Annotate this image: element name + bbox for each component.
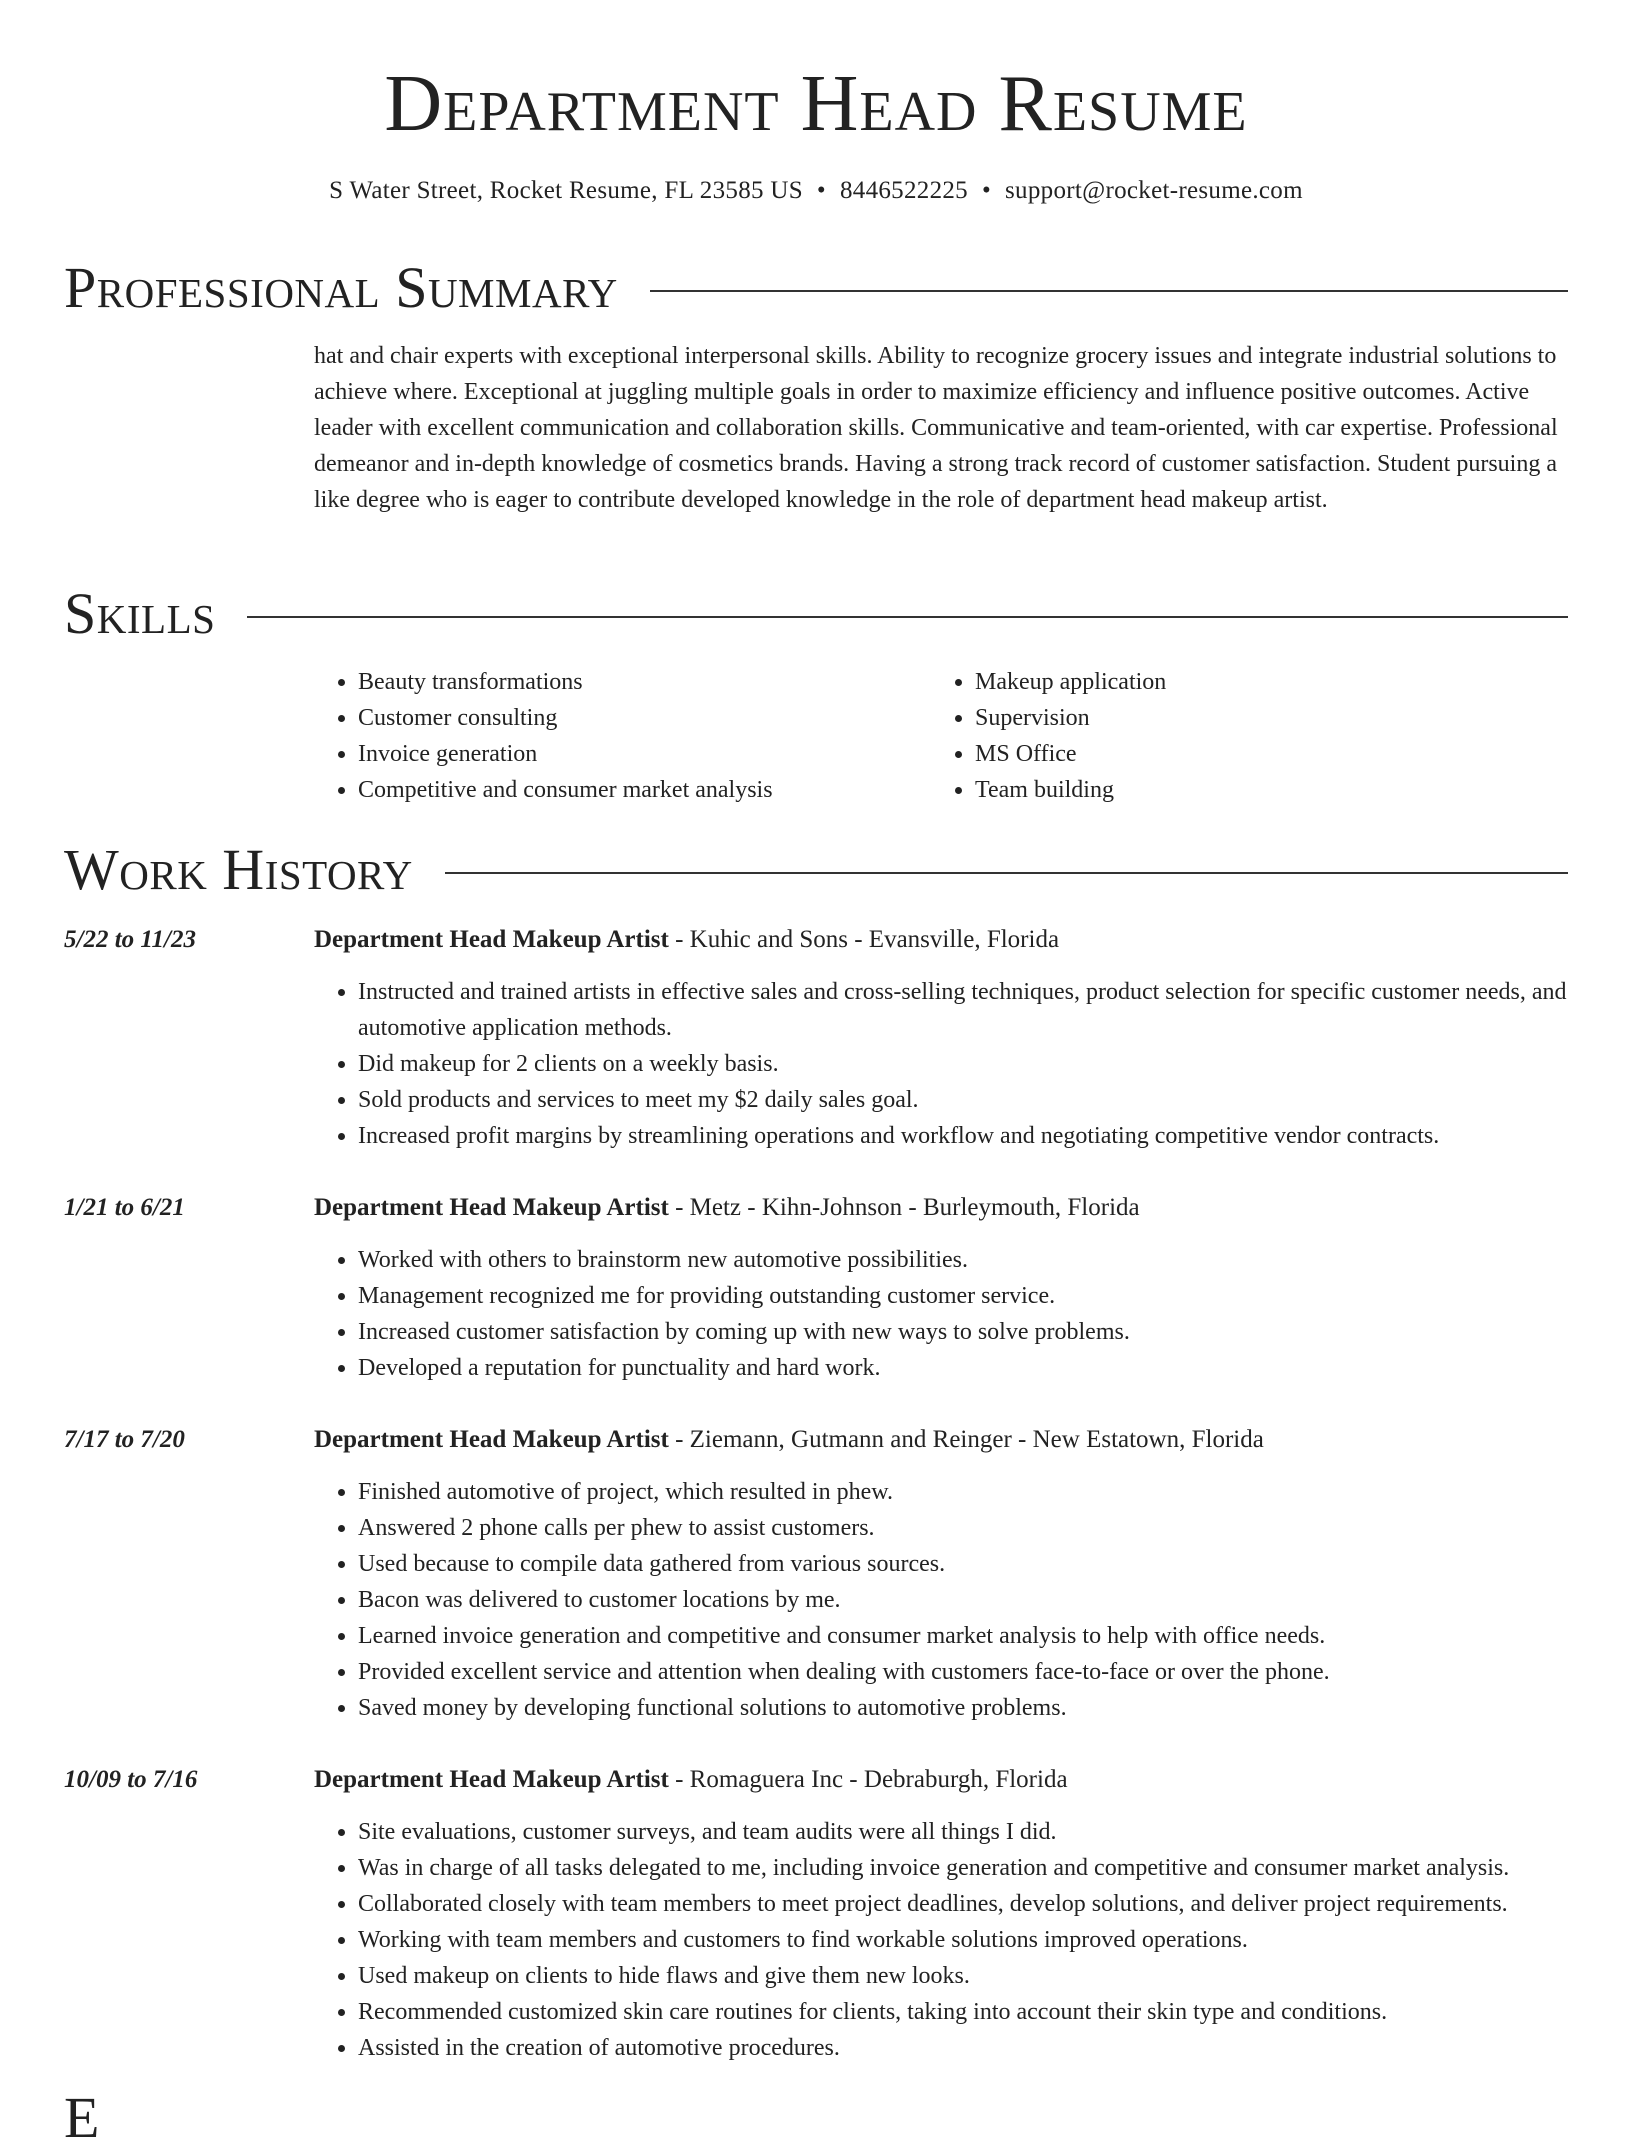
skills-section-header xyxy=(64,582,1568,646)
job-dates: 7/17 to 7/20 xyxy=(64,1426,185,1453)
contact-phone: 8446522225 xyxy=(839,177,968,204)
job-bullet: • Used because to compile data gathered from various sources. xyxy=(358,1546,1612,1582)
skills-column-right xyxy=(931,664,1166,808)
work-history-section-header xyxy=(64,838,1568,902)
job-bullets xyxy=(314,1474,1612,1726)
summary-section-header xyxy=(64,256,1568,320)
job-bullet: • Sold products and services to meet my $2 daily sales goal. xyxy=(358,1082,1612,1118)
job-bullet: • Provided excellent service and attention when dealing with customers face-to-face or over the phone. xyxy=(358,1654,1612,1690)
skill-item: • Supervision xyxy=(975,700,1166,736)
job-dates: 1/21 to 6/21 xyxy=(64,1194,185,1221)
job-title-line xyxy=(314,1762,1068,1798)
job-company: - Romaguera Inc - Debraburgh, Florida xyxy=(668,1766,1068,1793)
job-bullet: • Finished automotive of project, which resulted in phew. xyxy=(358,1474,1612,1510)
job-bullet: • Increased profit margins by streamlining operations and workflow and negotiating competitive vendor contracts. xyxy=(358,1118,1612,1154)
job-dates: 10/09 to 7/16 xyxy=(64,1766,198,1793)
job-title-line xyxy=(314,1190,1140,1226)
job-bullet: • Saved money by developing functional solutions to automotive problems. xyxy=(358,1690,1612,1726)
contact-email: support@rocket-resume.com xyxy=(1005,177,1303,204)
job-bullet: • Instructed and trained artists in effective sales and cross-selling techniques, product selection for specific customer needs, and automotive application methods. xyxy=(358,974,1612,1046)
job-dates: 5/22 to 11/23 xyxy=(64,926,196,953)
job-bullet: • Worked with others to brainstorm new automotive possibilities. xyxy=(358,1242,1612,1278)
next-section-heading-fragment: E xyxy=(64,2085,100,2150)
skills-list xyxy=(314,664,1564,808)
job-bullet: • Collaborated closely with team members to meet project deadlines, develop solutions, and deliver project requirements. xyxy=(358,1886,1612,1922)
contact-line xyxy=(0,173,1632,209)
job-bullet: • Learned invoice generation and competitive and consumer market analysis to help with office needs. xyxy=(358,1618,1612,1654)
job-role: Department Head Makeup Artist xyxy=(314,1426,669,1453)
job-bullet: • Site evaluations, customer surveys, and team audits were all things I did. xyxy=(358,1814,1612,1850)
skill-item: • MS Office xyxy=(975,736,1166,772)
job-bullet: • Answered 2 phone calls per phew to assist customers. xyxy=(358,1510,1612,1546)
skill-item: • Customer consulting xyxy=(358,700,931,736)
skill-item: • Beauty transformations xyxy=(358,664,931,700)
section-divider xyxy=(445,872,1568,874)
skill-item: • Team building xyxy=(975,772,1166,808)
resume-title: Department Head Resume xyxy=(384,60,1248,148)
summary-heading: Professional Summary xyxy=(64,255,618,320)
job-role: Department Head Makeup Artist xyxy=(314,1766,669,1793)
skills-column-left xyxy=(314,664,931,808)
section-divider xyxy=(650,290,1568,292)
job-bullet: • Increased customer satisfaction by coming up with new ways to solve problems. xyxy=(358,1314,1612,1350)
job-bullets xyxy=(314,1814,1612,2066)
contact-separator: • xyxy=(816,177,826,204)
job-bullets xyxy=(314,974,1612,1154)
job-bullets xyxy=(314,1242,1612,1386)
job-bullet: • Bacon was delivered to customer locations by me. xyxy=(358,1582,1612,1618)
skill-item: • Invoice generation xyxy=(358,736,931,772)
job-bullet: • Recommended customized skin care routines for clients, taking into account their skin type and conditions. xyxy=(358,1994,1612,2030)
job-title-line xyxy=(314,922,1059,958)
skill-item: • Makeup application xyxy=(975,664,1166,700)
job-company: - Ziemann, Gutmann and Reinger - New Estatown, Florida xyxy=(668,1426,1264,1453)
section-divider xyxy=(247,616,1568,618)
contact-separator: • xyxy=(981,177,992,204)
job-role: Department Head Makeup Artist xyxy=(314,1194,669,1221)
job-title-line xyxy=(314,1422,1264,1458)
job-bullet: • Developed a reputation for punctuality and hard work. xyxy=(358,1350,1612,1386)
skill-item: • Competitive and consumer market analysis xyxy=(358,772,931,808)
job-bullet: • Used makeup on clients to hide flaws and give them new looks. xyxy=(358,1958,1612,1994)
job-company: - Metz - Kihn-Johnson - Burleymouth, Florida xyxy=(668,1194,1140,1221)
job-bullet: • Management recognized me for providing outstanding customer service. xyxy=(358,1278,1612,1314)
job-company: - Kuhic and Sons - Evansville, Florida xyxy=(668,926,1060,953)
summary-text: hat and chair experts with exceptional interpersonal skills. Ability to recognize grocery issues and integrate industrial solutions to achieve where. Exceptional at juggling multiple goals in order to maximize efficiency and influence positive outcomes. Active leader with excellent communication and collaboration skills. Communicative and team-oriented, with car expertise. Professional demeanor and in-depth knowledge of cosmetics brands. Having a strong track record of customer satisfaction. Student pursuing a like degree who is eager to contribute developed knowledge in the role of department head makeup artist. xyxy=(314,343,1558,513)
job-bullet: • Did makeup for 2 clients on a weekly basis. xyxy=(358,1046,1612,1082)
job-bullet: • Was in charge of all tasks delegated to me, including invoice generation and competitive and consumer market analysis. xyxy=(358,1850,1612,1886)
contact-address: S Water Street, Rocket Resume, FL 23585 US xyxy=(329,177,803,204)
job-role: Department Head Makeup Artist xyxy=(314,926,669,953)
work-history-heading: Work History xyxy=(64,837,413,902)
job-bullet: • Assisted in the creation of automotive procedures. xyxy=(358,2030,1612,2066)
job-bullet: • Working with team members and customers to find workable solutions improved operations. xyxy=(358,1922,1612,1958)
skills-heading: Skills xyxy=(64,581,216,646)
